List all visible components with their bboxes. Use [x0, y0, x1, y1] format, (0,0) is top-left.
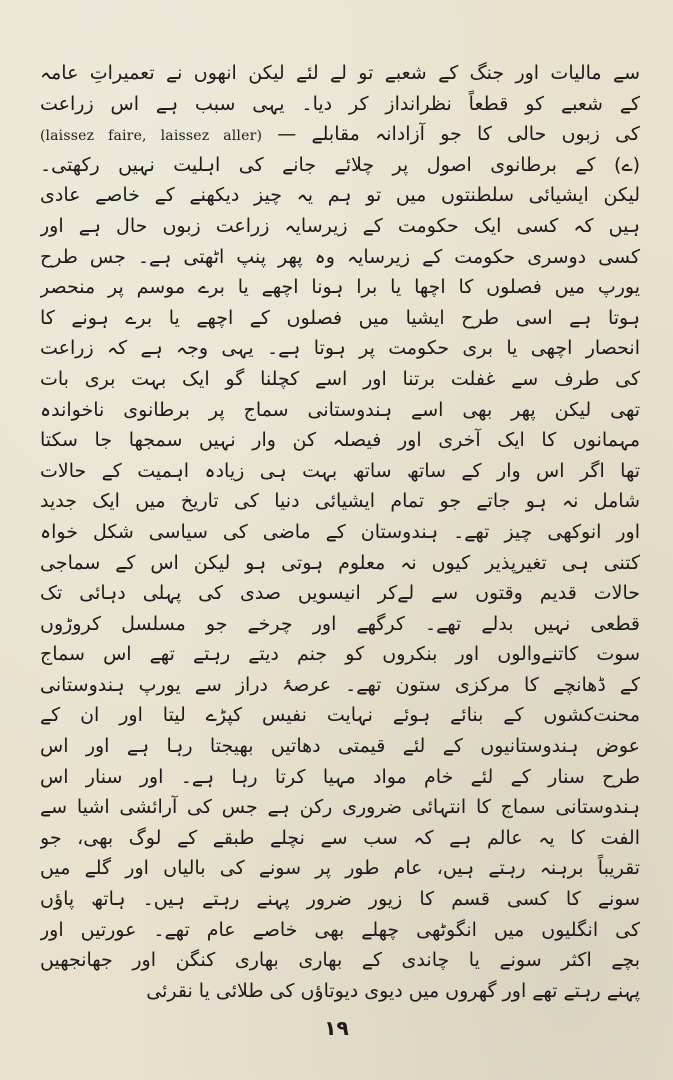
text-line: (ے) کے برطانوی اصول پر چلائے جانے کی اہلیت نہیں رکھتی۔: [40, 153, 640, 176]
text-line: کے شعبے کو قطعاً نظرانداز کر دیا۔ یہی سبب ہے اس زراعت: [40, 92, 640, 115]
body-text: [40, 58, 640, 1006]
text-line: ہوتا ہے اسی طرح ایشیا میں فصلوں کے اچھے یا برے ہونے کا: [40, 306, 640, 329]
text-line: سے مالیات اور جنگ کے شعبے تو لے لئے لیکن انھوں نے تعمیراتِ عامہ: [40, 62, 640, 84]
text-line: کی طرف سے غفلت برتنا اور اسے کچلنا گو ایک بہت بری بات: [40, 367, 640, 390]
text-line: لیکن ایشیائی سلطنتوں میں تو ہم یہ چیز دیکھنے کے خاصے عادی: [40, 184, 640, 207]
text-line: شامل نہ ہو جاتے جو تمام ایشیائی دنیا کی تاریخ میں ایک جدید: [40, 490, 640, 513]
text-line: کے ڈھانچے کا مرکزی ستون تھے۔ عرصۂ دراز سے یورپ ہندوستانی: [40, 673, 640, 696]
text-line-urdu: کی زبوں حالی کا جو آزادانہ مقابلے —: [277, 123, 640, 146]
text-line: مہمانوں کا ایک آخری اور فیصلہ کن وار نہیں سمجھا جا سکتا: [40, 429, 640, 452]
text-line: [40, 119, 640, 150]
latin-phrase: (laissez faire, laissez aller): [40, 128, 262, 145]
text-line: محنت‌کشوں کے بنائے ہوئے نہایت نفیس کپڑے لیتا اور ان کے: [40, 704, 640, 727]
text-line: کسی دوسری حکومت کے زیرسایہ وہ پھر پنپ اٹھتی ہے۔ جس طرح: [40, 245, 640, 268]
text-line: طرح سنار کے لئے خام مواد مہیا کرتا رہا ہے۔ اور سنار اس: [40, 765, 640, 788]
text-line: پہنے رہتے تھے اور گھروں میں دیوی دیوتاؤں کی طلائی یا نقرئی: [146, 979, 640, 1002]
text-line: ہندوستانی سماج کا انتہائی ضروری رکن ہے جس کی آرائشی اشیا سے: [40, 796, 640, 819]
text-line: انحصار اچھی یا بری حکومت پر ہوتا ہے۔ یہی وجہ ہے کہ زراعت: [40, 337, 640, 360]
text-line: بچے اکثر سونے یا چاندی کے بھاری بھاری کنگن اور جھانجھیں: [40, 949, 640, 972]
text-line: تھا اگر اس وار کے ساتھ ساتھ بہت ہی زیادہ اہمیت کے حالات: [40, 459, 640, 482]
text-line: قطعی نہیں بدلے تھے۔ کرگھے اور چرخے جو مسلسل کروڑوں: [40, 612, 640, 635]
text-line: تھی لیکن پھر بھی اسے ہندوستانی سماج پر برطانوی ناخواندہ: [40, 398, 640, 421]
text-line: یورپ میں فصلوں کا اچھا یا برا ہونا اچھے یا برے موسم پر منحصر: [40, 276, 640, 299]
text-line: سونے کا کسی قسم کا زیور ضرور پہنے رہتے ہیں۔ ہاتھ پاؤں: [40, 888, 640, 911]
text-line: الفت کا یہ عالم ہے کہ سب سے نچلے طبقے کے لوگ بھی، جو: [40, 826, 640, 849]
text-line: تقریباً برہنہ رہتے ہیں، عام طور پر سونے کی بالیاں اور گلے میں: [40, 857, 640, 880]
text-line: سوت کاتنےوالوں اور بنکروں کو جنم دیتے رہتے تھے اس سماج: [40, 643, 640, 666]
text-line: ہیں کہ کسی ایک حکومت کے زیرسایہ زراعت زبوں حال ہے اور: [40, 214, 640, 237]
text-line: کتنی ہی تغیرپذیر کیوں نہ معلوم ہوتی ہو لیکن اس کے سماجی: [40, 551, 640, 574]
text-line: کی انگلیوں میں انگوٹھی چھلے بھی خاصے عام تھے۔ عورتیں اور: [40, 918, 640, 941]
text-line: اور انوکھی چیز تھے۔ ہندوستان کے ماضی کی سیاسی شکل خواہ: [40, 520, 640, 543]
page-number: ۱۹: [324, 1016, 349, 1040]
text-line: عوض ہندوستانیوں کے لئے قیمتی دھاتیں بھیجتا رہا ہے اور اس: [40, 735, 640, 758]
text-line: حالات قدیم وقتوں سے لےکر انیسویں صدی کی پہلی دہائی تک: [40, 582, 640, 605]
